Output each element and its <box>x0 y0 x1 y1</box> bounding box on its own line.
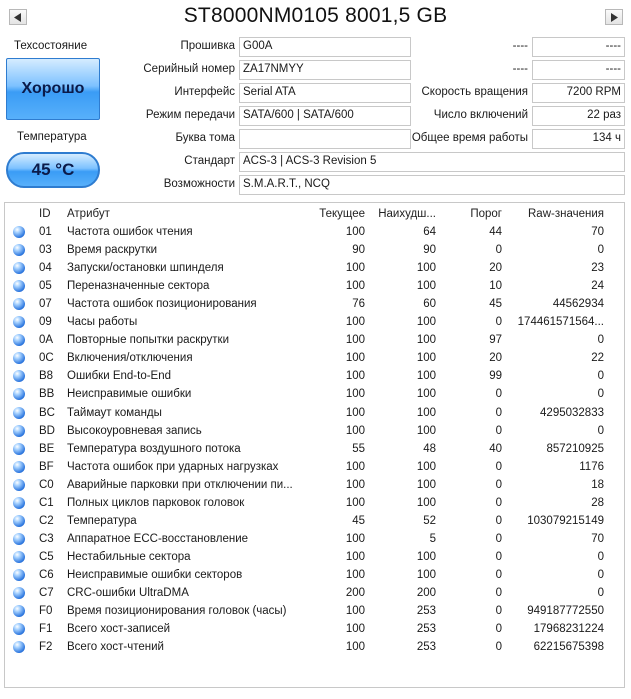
attribute-id: 09 <box>39 316 52 329</box>
status-dot-icon <box>13 244 25 256</box>
status-dot-icon <box>13 569 25 581</box>
features-label: Возможности <box>163 178 235 190</box>
table-row[interactable] <box>5 296 624 314</box>
attribute-current: 90 <box>352 244 365 257</box>
attribute-worst: 100 <box>416 334 436 347</box>
attribute-current: 100 <box>345 316 365 329</box>
attribute-worst: 200 <box>416 587 436 599</box>
attribute-current: 100 <box>345 605 365 618</box>
rotation-speed-label: Скорость вращения <box>421 86 528 98</box>
table-row[interactable] <box>5 639 624 657</box>
attribute-threshold: 45 <box>489 298 502 311</box>
table-row[interactable] <box>5 224 624 242</box>
attribute-worst: 100 <box>416 370 436 383</box>
attribute-raw: 0 <box>597 244 604 257</box>
blank2-label: ---- <box>512 63 528 75</box>
attribute-worst: 253 <box>416 623 436 636</box>
table-row[interactable] <box>5 368 624 386</box>
attribute-raw: 23 <box>591 262 604 275</box>
attribute-current: 100 <box>345 334 365 347</box>
attribute-name: Аппаратное ECC-восстановление <box>67 532 249 545</box>
attribute-current: 100 <box>345 641 365 654</box>
header-attribute[interactable]: Атрибут <box>67 208 110 220</box>
attribute-id: 01 <box>39 226 52 238</box>
attribute-threshold: 0 <box>495 388 502 401</box>
attribute-current: 100 <box>345 623 365 636</box>
attribute-raw: 62215675398 <box>533 641 604 654</box>
attribute-name: Частота ошибок чтения <box>67 226 193 238</box>
attribute-worst: 253 <box>416 605 436 618</box>
attribute-id: C5 <box>39 550 54 563</box>
attribute-raw: 857210925 <box>546 442 604 455</box>
attribute-worst: 100 <box>416 352 436 365</box>
power-on-hours-label: Общее время работы <box>411 132 528 144</box>
temperature-label: Температура <box>17 131 87 143</box>
header-id[interactable]: ID <box>39 208 51 220</box>
attribute-worst: 100 <box>416 406 436 419</box>
attribute-raw: 18 <box>591 478 604 491</box>
attribute-raw: 0 <box>597 587 604 599</box>
attribute-id: 07 <box>39 298 52 311</box>
attribute-threshold: 0 <box>495 316 502 329</box>
attribute-current: 100 <box>345 388 365 401</box>
attribute-current: 55 <box>352 442 365 455</box>
attribute-id: BE <box>39 442 55 455</box>
status-dot-icon <box>13 226 25 238</box>
table-row[interactable] <box>5 242 624 260</box>
attribute-name: Всего хост-чтений <box>67 641 164 654</box>
next-disk-button[interactable] <box>605 9 623 25</box>
attribute-name: Частота ошибок позиционирования <box>67 298 257 311</box>
status-dot-icon <box>13 352 25 364</box>
attribute-threshold: 0 <box>495 406 502 419</box>
attribute-id: BD <box>39 424 55 437</box>
attribute-raw: 24 <box>591 280 604 293</box>
attribute-threshold: 20 <box>489 262 502 275</box>
status-dot-icon <box>13 497 25 509</box>
status-dot-icon <box>13 623 25 635</box>
attribute-raw: 0 <box>597 568 604 581</box>
attribute-worst: 100 <box>416 280 436 293</box>
attribute-current: 100 <box>345 262 365 275</box>
status-dot-icon <box>13 443 25 455</box>
attribute-raw: 0 <box>597 370 604 383</box>
attribute-raw: 0 <box>597 388 604 401</box>
header-raw[interactable]: Raw-значения <box>528 208 604 220</box>
attribute-id: BC <box>39 406 55 419</box>
firmware-label: Прошивка <box>180 40 235 52</box>
status-dot-icon <box>13 388 25 400</box>
attribute-threshold: 10 <box>489 280 502 293</box>
serial-field: ZA17NMYY <box>239 60 411 80</box>
attribute-current: 100 <box>345 226 365 238</box>
transfer-mode-field: SATA/600 | SATA/600 <box>239 106 411 126</box>
attribute-name: Повторные попытки раскрутки <box>67 334 229 347</box>
attribute-worst: 100 <box>416 316 436 329</box>
temperature-badge[interactable]: 45 °C <box>6 152 100 188</box>
attribute-threshold: 97 <box>489 334 502 347</box>
attribute-id: C0 <box>39 478 54 491</box>
features-field: S.M.A.R.T., NCQ <box>239 175 625 195</box>
attribute-id: C6 <box>39 568 54 581</box>
serial-label: Серийный номер <box>143 63 235 75</box>
attribute-current: 100 <box>345 532 365 545</box>
attribute-threshold: 0 <box>495 460 502 473</box>
attribute-raw: 103079215149 <box>527 514 604 527</box>
attribute-threshold: 0 <box>495 641 502 654</box>
volume-letter-label: Буква тома <box>175 132 235 144</box>
attribute-raw: 0 <box>597 550 604 563</box>
attribute-current: 100 <box>345 370 365 383</box>
attribute-name: Всего хост-записей <box>67 623 171 636</box>
attribute-id: F2 <box>39 641 53 654</box>
power-on-hours-field: 134 ч <box>532 129 625 149</box>
attribute-name: Таймаут команды <box>67 406 162 419</box>
status-dot-icon <box>13 280 25 292</box>
attribute-current: 100 <box>345 568 365 581</box>
attribute-name: Неисправимые ошибки секторов <box>67 568 243 581</box>
table-row[interactable] <box>5 495 624 513</box>
attribute-current: 100 <box>345 406 365 419</box>
attribute-threshold: 0 <box>495 532 502 545</box>
attribute-worst: 100 <box>416 262 436 275</box>
table-row[interactable] <box>5 585 624 603</box>
status-dot-icon <box>13 551 25 563</box>
attribute-id: BF <box>39 460 54 473</box>
standard-label: Стандарт <box>184 155 235 167</box>
attribute-worst: 100 <box>416 388 436 401</box>
rotation-speed-field: 7200 RPM <box>532 83 625 103</box>
table-row[interactable] <box>5 441 624 459</box>
attribute-raw: 174461571564... <box>517 316 604 329</box>
attribute-raw: 44562934 <box>552 298 604 311</box>
attribute-id: C7 <box>39 587 54 599</box>
power-on-count-field: 22 раз <box>532 106 625 126</box>
attribute-name: Время раскрутки <box>67 244 158 257</box>
attribute-worst: 52 <box>423 514 436 527</box>
attribute-worst: 100 <box>416 496 436 509</box>
attribute-current: 45 <box>352 514 365 527</box>
attribute-raw: 949187772550 <box>527 605 604 618</box>
attribute-current: 100 <box>345 424 365 437</box>
attribute-current: 200 <box>345 587 365 599</box>
attribute-current: 100 <box>345 478 365 491</box>
attribute-current: 100 <box>345 280 365 293</box>
attribute-name: Часы работы <box>67 316 138 329</box>
attribute-current: 100 <box>345 550 365 563</box>
disk-title: ST8000NM0105 8001,5 GB <box>183 4 448 27</box>
attribute-threshold: 40 <box>489 442 502 455</box>
attribute-threshold: 44 <box>489 226 502 238</box>
firmware-field: G00A <box>239 37 411 57</box>
attribute-threshold: 0 <box>495 424 502 437</box>
transfer-mode-label: Режим передачи <box>145 109 235 121</box>
smart-attributes-table[interactable] <box>4 202 625 688</box>
table-row[interactable] <box>5 477 624 495</box>
attribute-raw: 28 <box>591 496 604 509</box>
attribute-threshold: 0 <box>495 514 502 527</box>
attribute-threshold: 0 <box>495 605 502 618</box>
table-row[interactable] <box>5 549 624 567</box>
table-row[interactable] <box>5 423 624 441</box>
header-threshold[interactable]: Порог <box>470 208 502 220</box>
attribute-name: Включения/отключения <box>67 352 193 365</box>
table-row[interactable] <box>5 531 624 549</box>
attribute-threshold: 99 <box>489 370 502 383</box>
attribute-name: Частота ошибок при ударных нагрузках <box>67 460 279 473</box>
attribute-id: C2 <box>39 514 54 527</box>
table-header <box>5 206 624 224</box>
attribute-name: Аварийные парковки при отключении пи... <box>67 478 293 491</box>
attribute-id: C1 <box>39 496 54 509</box>
interface-label: Интерфейс <box>174 86 235 98</box>
attribute-worst: 60 <box>423 298 436 311</box>
attribute-current: 100 <box>345 460 365 473</box>
table-row[interactable] <box>5 332 624 350</box>
blank1-field: ---- <box>532 37 625 57</box>
attribute-threshold: 0 <box>495 496 502 509</box>
attribute-worst: 100 <box>416 424 436 437</box>
attribute-current: 100 <box>345 496 365 509</box>
table-row[interactable] <box>5 278 624 296</box>
status-dot-icon <box>13 262 25 274</box>
attribute-id: C3 <box>39 532 54 545</box>
attribute-threshold: 0 <box>495 568 502 581</box>
attribute-raw: 0 <box>597 334 604 347</box>
attribute-threshold: 0 <box>495 478 502 491</box>
attribute-name: Полных циклов парковок головок <box>67 496 245 509</box>
attribute-threshold: 0 <box>495 587 502 599</box>
table-row[interactable] <box>5 621 624 639</box>
attribute-id: 03 <box>39 244 52 257</box>
attribute-threshold: 0 <box>495 550 502 563</box>
status-dot-icon <box>13 407 25 419</box>
status-dot-icon <box>13 334 25 346</box>
table-row[interactable] <box>5 603 624 621</box>
power-on-count-label: Число включений <box>433 109 528 121</box>
attribute-worst: 100 <box>416 550 436 563</box>
table-row[interactable] <box>5 405 624 423</box>
attribute-raw: 0 <box>597 424 604 437</box>
triangle-right-icon <box>610 13 618 22</box>
attribute-raw: 17968231224 <box>533 623 604 636</box>
status-dot-icon <box>13 298 25 310</box>
table-row[interactable] <box>5 350 624 368</box>
attribute-worst: 100 <box>416 478 436 491</box>
status-dot-icon <box>13 533 25 545</box>
attribute-name: Неисправимые ошибки <box>67 388 192 401</box>
attribute-name: Высокоуровневая запись <box>67 424 202 437</box>
attribute-name: Температура <box>67 514 137 527</box>
interface-field: Serial ATA <box>239 83 411 103</box>
table-row[interactable] <box>5 386 624 404</box>
header-worst[interactable]: Наихудш... <box>378 208 436 220</box>
table-row[interactable] <box>5 459 624 477</box>
blank1-label: ---- <box>512 40 528 52</box>
status-dot-icon <box>13 425 25 437</box>
attribute-id: F1 <box>39 623 53 636</box>
attribute-raw: 4295032833 <box>540 406 604 419</box>
status-dot-icon <box>13 479 25 491</box>
status-dot-icon <box>13 587 25 599</box>
volume-letter-field <box>239 129 411 149</box>
attribute-raw: 70 <box>591 226 604 238</box>
status-dot-icon <box>13 461 25 473</box>
attribute-name: Температура воздушного потока <box>67 442 241 455</box>
attribute-name: Время позиционирования головок (часы) <box>67 605 287 618</box>
status-dot-icon <box>13 605 25 617</box>
table-row[interactable] <box>5 567 624 585</box>
attribute-threshold: 20 <box>489 352 502 365</box>
attribute-worst: 5 <box>429 532 436 545</box>
status-dot-icon <box>13 370 25 382</box>
attribute-worst: 48 <box>423 442 436 455</box>
attribute-name: Ошибки End-to-End <box>67 370 172 383</box>
attribute-current: 100 <box>345 352 365 365</box>
attribute-name: CRC-ошибки UltraDMA <box>67 587 189 599</box>
attribute-id: B8 <box>39 370 54 383</box>
blank2-field: ---- <box>532 60 625 80</box>
attribute-worst: 90 <box>423 244 436 257</box>
attribute-worst: 64 <box>423 226 436 238</box>
attribute-id: 04 <box>39 262 52 275</box>
header-current[interactable]: Текущее <box>319 208 365 220</box>
attribute-id: 05 <box>39 280 52 293</box>
standard-field: ACS-3 | ACS-3 Revision 5 <box>239 152 625 172</box>
attribute-name: Переназначенные сектора <box>67 280 210 293</box>
status-dot-icon <box>13 316 25 328</box>
attribute-worst: 253 <box>416 641 436 654</box>
table-row[interactable] <box>5 513 624 531</box>
attribute-name: Запуски/остановки шпинделя <box>67 262 224 275</box>
attribute-threshold: 0 <box>495 244 502 257</box>
attribute-id: BB <box>39 388 55 401</box>
attribute-threshold: 0 <box>495 623 502 636</box>
attribute-raw: 70 <box>591 532 604 545</box>
health-label: Техсостояние <box>14 40 88 52</box>
table-row[interactable] <box>5 260 624 278</box>
attribute-id: 0C <box>39 352 54 365</box>
attribute-worst: 100 <box>416 568 436 581</box>
health-status-badge[interactable]: Хорошо <box>6 58 100 120</box>
attribute-current: 76 <box>352 298 365 311</box>
attribute-name: Нестабильные сектора <box>67 550 191 563</box>
attribute-id: 0A <box>39 334 54 347</box>
attribute-worst: 100 <box>416 460 436 473</box>
attribute-raw: 22 <box>591 352 604 365</box>
attribute-raw: 1176 <box>579 460 604 473</box>
status-dot-icon <box>13 515 25 527</box>
attribute-id: F0 <box>39 605 53 618</box>
status-dot-icon <box>13 641 25 653</box>
table-row[interactable] <box>5 314 624 332</box>
